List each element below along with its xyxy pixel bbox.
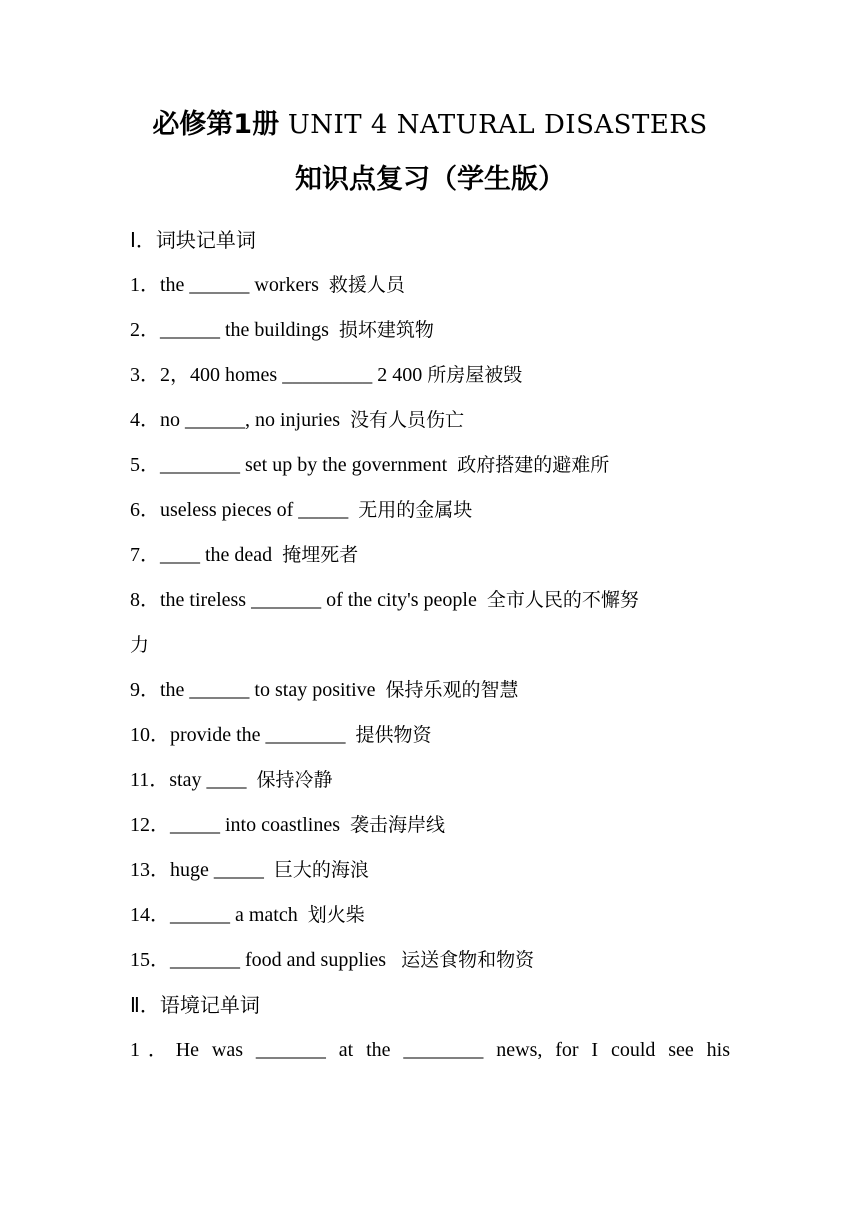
item-chinese: 划火柴 <box>307 904 365 926</box>
list-item <box>130 315 434 345</box>
item-chinese: 运送食物和物资 <box>401 949 535 971</box>
list-item <box>130 900 365 930</box>
item-english: 12．_____ into coastlines <box>130 814 340 836</box>
item-chinese: 袭击海岸线 <box>349 814 445 836</box>
item-chinese: 力 <box>130 634 150 656</box>
list-item <box>130 270 405 300</box>
page-title <box>0 104 860 144</box>
item-english: 7．____ the dead <box>130 544 273 566</box>
item-chinese: 掩埋死者 <box>282 544 359 566</box>
list-item: 1．He was _______ at the ________ news, for I could see his <box>130 1039 730 1061</box>
item-english: 15．_______ food and supplies <box>130 949 392 971</box>
page-subtitle: 知识点复习（学生版） <box>295 164 565 195</box>
section-heading-2: Ⅱ．语境记单词 <box>130 993 260 1017</box>
list-item <box>130 720 432 750</box>
item-chinese: 提供物资 <box>355 724 432 746</box>
item-english: 2．______ the buildings <box>130 319 329 341</box>
list-item <box>130 540 358 570</box>
list-item <box>130 585 639 615</box>
item-chinese: 损坏建筑物 <box>338 319 434 341</box>
item-english: 3．2，400 homes _________ 2 400 <box>130 364 423 386</box>
item-english: 8．the tireless _______ of the city's people <box>130 589 477 611</box>
item-chinese: 全市人民的不懈努 <box>486 589 639 611</box>
item-english: 14．______ a match <box>130 904 298 926</box>
item-chinese: 救援人员 <box>328 274 405 296</box>
list-item <box>130 450 609 480</box>
list-item-continuation <box>130 630 149 660</box>
item-english: 6．useless pieces of _____ <box>130 499 349 521</box>
item-chinese: 无用的金属块 <box>358 499 473 521</box>
list-item <box>130 855 369 885</box>
list-item <box>130 765 333 795</box>
item-english: 13．huge _____ <box>130 859 264 881</box>
item-english: 10．provide the ________ <box>130 724 346 746</box>
list-item <box>130 675 519 705</box>
item-english: 1．the ______ workers <box>130 274 319 296</box>
item-chinese: 保持乐观的智慧 <box>385 679 519 701</box>
list-item <box>130 495 472 525</box>
item-chinese: 政府搭建的避难所 <box>457 454 610 476</box>
list-item <box>130 405 464 435</box>
list-item <box>130 945 534 975</box>
item-chinese: 所房屋被毁 <box>427 364 523 386</box>
title-chinese: 必修第1册 <box>152 109 280 140</box>
item-english: 5．________ set up by the government <box>130 454 448 476</box>
item-chinese: 巨大的海浪 <box>273 859 369 881</box>
list-item <box>130 360 522 390</box>
title-english: UNIT 4 NATURAL DISASTERS <box>279 110 708 140</box>
item-english: 4．no ______, no injuries <box>130 409 340 431</box>
item-english: 11．stay ____ <box>130 769 247 791</box>
list-item <box>130 810 445 840</box>
section-heading-1: Ⅰ．词块记单词 <box>130 228 256 252</box>
item-chinese: 保持冷静 <box>256 769 333 791</box>
item-chinese: 没有人员伤亡 <box>350 409 465 431</box>
item-english: 9．the ______ to stay positive <box>130 679 376 701</box>
